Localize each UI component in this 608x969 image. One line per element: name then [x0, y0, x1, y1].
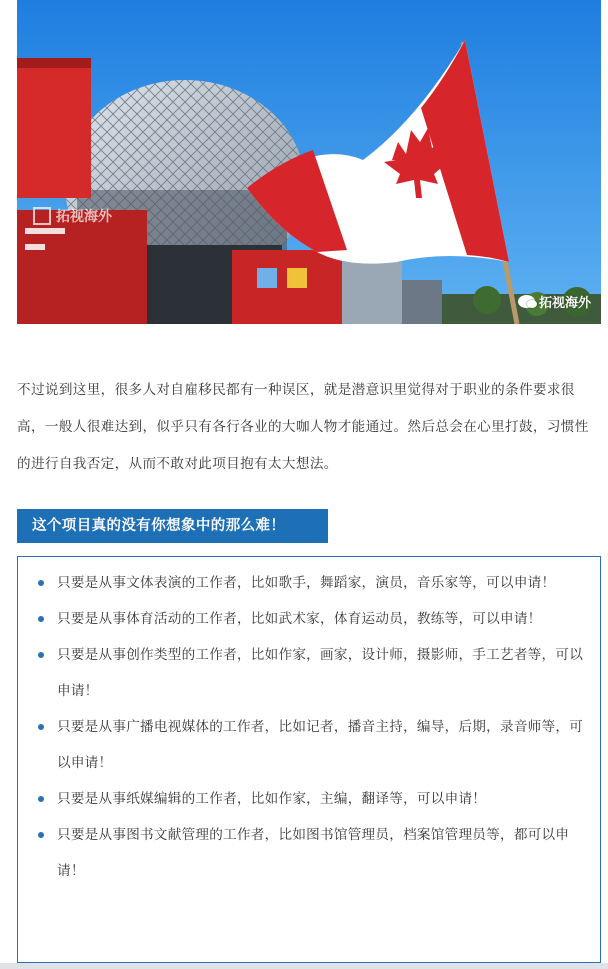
section-heading: 这个项目真的没有你想象中的那么难！	[17, 509, 328, 543]
list-item	[38, 601, 590, 637]
list-item-text: 只要是从事广播电视媒体的工作者，比如记者，播音主持，编导，后期，录音师等，可以申请！	[57, 719, 584, 771]
list-item-text: 只要是从事创作类型的工作者，比如作家，画家，设计师，摄影师，手工艺者等，可以申请！	[57, 647, 584, 699]
watermark-right-text: 拓视海外	[538, 296, 591, 311]
watermark-left-text: 拓视海外	[56, 209, 112, 225]
list-item-text: 只要是从事文体表演的工作者，比如歌手，舞蹈家，演员，音乐家等，可以申请！	[57, 575, 556, 591]
watermark-left	[33, 206, 112, 226]
list-item	[38, 565, 590, 601]
requirements-list	[38, 565, 590, 889]
intro-paragraph: 不过说到这里，很多人对自雇移民都有一种误区，就是潜意识里觉得对于职业的条件要求很高，一般人很难达到，似乎只有各行各业的大咖人物才能通过。然后总会在心里打鼓，习惯性的进行自我否定，从而不敢对此项目抱有太大想法。	[17, 382, 589, 472]
list-item	[38, 709, 590, 781]
list-item	[38, 817, 590, 889]
bullet-icon	[38, 652, 44, 658]
bullet-icon	[38, 724, 44, 730]
list-item-text: 只要是从事纸媒编辑的工作者，比如作家，主编，翻译等，可以申请！	[57, 791, 487, 807]
bullet-icon	[38, 616, 44, 622]
bullet-icon	[38, 796, 44, 802]
watermark-logo-icon	[33, 207, 51, 225]
bullet-icon	[38, 580, 44, 586]
bullet-icon	[38, 832, 44, 838]
list-item	[38, 637, 590, 709]
wechat-icon	[518, 295, 535, 308]
hero-image	[17, 0, 601, 324]
watermark-right	[518, 292, 591, 311]
list-item-text: 只要是从事体育活动的工作者，比如武术家，体育运动员，教练等，可以申请！	[57, 611, 542, 627]
bottom-divider	[0, 963, 608, 969]
list-item-text: 只要是从事图书文献管理的工作者，比如图书馆管理员，档案馆管理员等，都可以申请！	[57, 827, 570, 879]
requirements-card	[17, 556, 601, 963]
hero-photo	[17, 0, 601, 324]
list-item	[38, 781, 590, 817]
